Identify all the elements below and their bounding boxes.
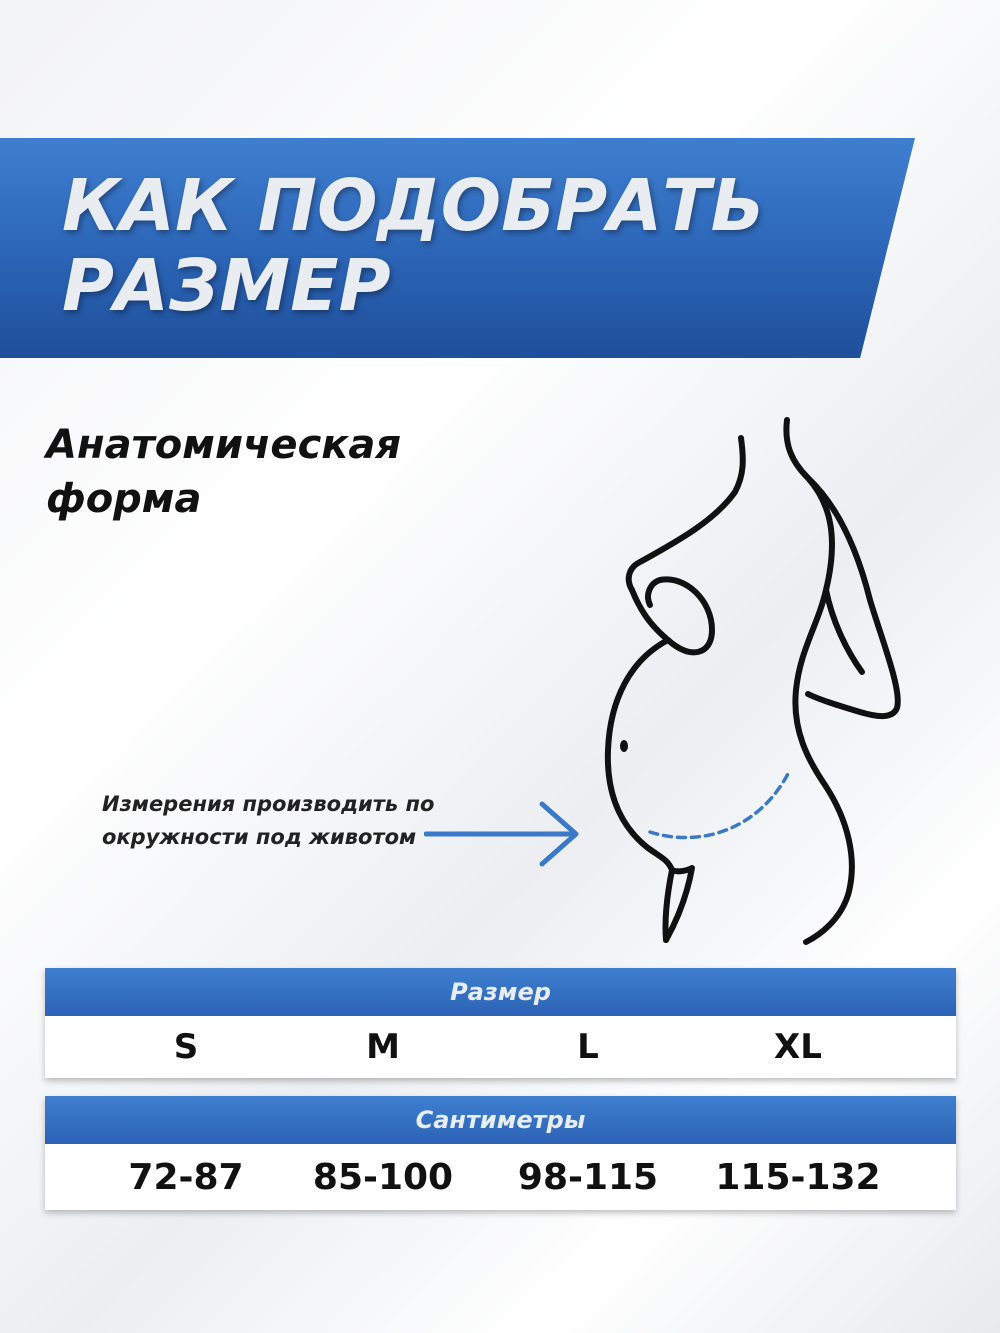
product-shape-label: Анатомическая форма — [46, 422, 402, 522]
size-cell-m: M — [366, 1027, 400, 1067]
size-table — [45, 968, 956, 1078]
size-cell-s: S — [173, 1027, 199, 1067]
centimeters-header: Сантиметры — [45, 1096, 956, 1144]
size-header: Размер — [45, 968, 956, 1016]
measurement-note: Измерения производить по окружности под животом — [102, 792, 435, 849]
centimeters-row — [45, 1144, 956, 1210]
cm-cell-l: 98-115 — [517, 1156, 659, 1198]
cm-cell-s: 72-87 — [128, 1156, 244, 1198]
cm-cell-m: 85-100 — [312, 1156, 454, 1198]
size-cell-xl: XL — [774, 1027, 822, 1067]
centimeters-table — [45, 1096, 956, 1210]
size-cell-l: L — [577, 1027, 599, 1067]
cm-cell-xl: 115-132 — [715, 1156, 881, 1198]
size-row — [45, 1016, 956, 1078]
arrow-right-icon — [424, 800, 584, 870]
page-title: КАК ПОДОБРАТЬ РАЗМЕР — [62, 164, 765, 327]
pregnant-silhouette-illustration — [596, 410, 916, 950]
